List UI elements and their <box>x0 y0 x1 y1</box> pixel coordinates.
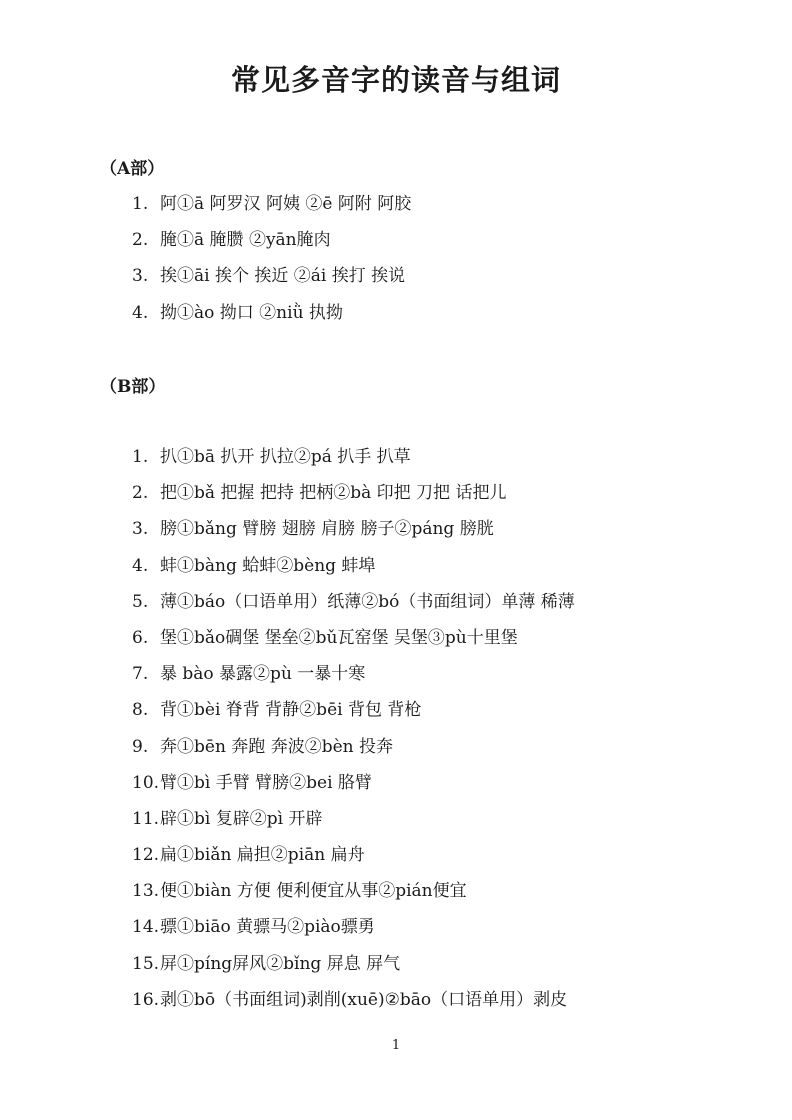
item-text: 扒①bā 扒开 扒拉②pá 扒手 扒草 <box>160 447 411 467</box>
item-text: 奔①bēn 奔跑 奔波②bèn 投奔 <box>160 736 393 757</box>
item-text: 屏①píng屏风②bǐng 屏息 屏气 <box>160 953 401 974</box>
list-item <box>132 873 575 909</box>
page-number: 1 <box>391 1038 401 1053</box>
list-item <box>132 909 575 945</box>
page-title: 常见多音字的读音与组词 <box>230 63 561 97</box>
item-number: 5. <box>132 591 149 612</box>
list-item <box>132 946 575 982</box>
list-item <box>132 982 575 1018</box>
item-number: 6. <box>132 627 149 648</box>
item-number: 10. <box>132 772 160 793</box>
list-item <box>132 222 411 258</box>
item-number: 12. <box>132 845 160 866</box>
list-item <box>132 258 411 294</box>
item-number: 4. <box>132 555 149 576</box>
item-number: 7. <box>132 664 149 685</box>
item-number: 2. <box>132 483 149 504</box>
section-list-b <box>132 439 575 1018</box>
list-item <box>132 837 575 873</box>
item-text: 把①bǎ 把握 把持 把柄②bà 印把 刀把 话把儿 <box>160 483 507 504</box>
item-text: 阿①ā 阿罗汉 阿姨 ②ē 阿附 阿胶 <box>160 194 412 214</box>
item-text: 腌①ā 腌臜 ②yān腌肉 <box>160 230 331 251</box>
item-number: 11. <box>132 808 160 829</box>
section-heading-a: （A部） <box>100 159 165 179</box>
item-text: 堡①bǎo碉堡 堡垒②bǔ瓦窑堡 吴堡③pù十里堡 <box>160 627 518 648</box>
item-text: 膀①bǎng 臂膀 翅膀 肩膀 膀子②páng 膀胱 <box>160 519 494 540</box>
item-text: 薄①báo（口语单用）纸薄②bó（书面组词）单薄 稀薄 <box>160 591 575 612</box>
item-text: 挨①āi 挨个 挨近 ②ái 挨打 挨说 <box>160 266 406 287</box>
item-number: 8. <box>132 700 149 721</box>
section-heading-b: （B部） <box>100 377 166 397</box>
list-item <box>132 765 575 801</box>
item-number: 13. <box>132 881 160 902</box>
item-number: 16. <box>132 989 160 1010</box>
item-number: 1. <box>132 447 149 467</box>
item-number: 14. <box>132 917 160 938</box>
item-text: 扁①biǎn 扁担②piān 扁舟 <box>160 845 365 866</box>
item-text: 暴 bào 暴露②pù 一暴十寒 <box>160 664 366 685</box>
item-number: 1. <box>132 194 149 214</box>
list-item <box>132 729 575 765</box>
list-item <box>132 584 575 620</box>
item-number: 3. <box>132 519 149 540</box>
item-number: 3. <box>132 266 149 287</box>
list-item <box>132 186 411 222</box>
item-number: 2. <box>132 230 149 251</box>
list-item <box>132 656 575 692</box>
item-text: 背①bèi 脊背 背静②bēi 背包 背枪 <box>160 700 422 721</box>
list-item <box>132 692 575 728</box>
item-text: 臂①bì 手臂 臂膀②bei 胳臂 <box>160 772 372 793</box>
list-item <box>132 620 575 656</box>
item-text: 拗①ào 拗口 ②niǜ 执拗 <box>160 302 343 323</box>
list-item <box>132 295 411 331</box>
list-item <box>132 548 575 584</box>
item-number: 4. <box>132 302 149 323</box>
item-text: 剥①bō（书面组词)剥削(xuē)②bāo（口语单用）剥皮 <box>160 989 568 1010</box>
list-item <box>132 801 575 837</box>
section-list-a <box>132 186 411 331</box>
item-text: 辟①bì 复辟②pì 开辟 <box>160 808 323 829</box>
list-item <box>132 439 575 475</box>
list-item <box>132 475 575 511</box>
item-text: 骠①biāo 黄骠马②piào骠勇 <box>160 917 375 938</box>
item-number: 9. <box>132 736 149 757</box>
list-item <box>132 511 575 547</box>
item-text: 蚌①bàng 蛤蚌②bèng 蚌埠 <box>160 555 376 576</box>
item-number: 15. <box>132 953 160 974</box>
item-text: 便①biàn 方便 便利便宜从事②pián便宜 <box>160 881 467 902</box>
